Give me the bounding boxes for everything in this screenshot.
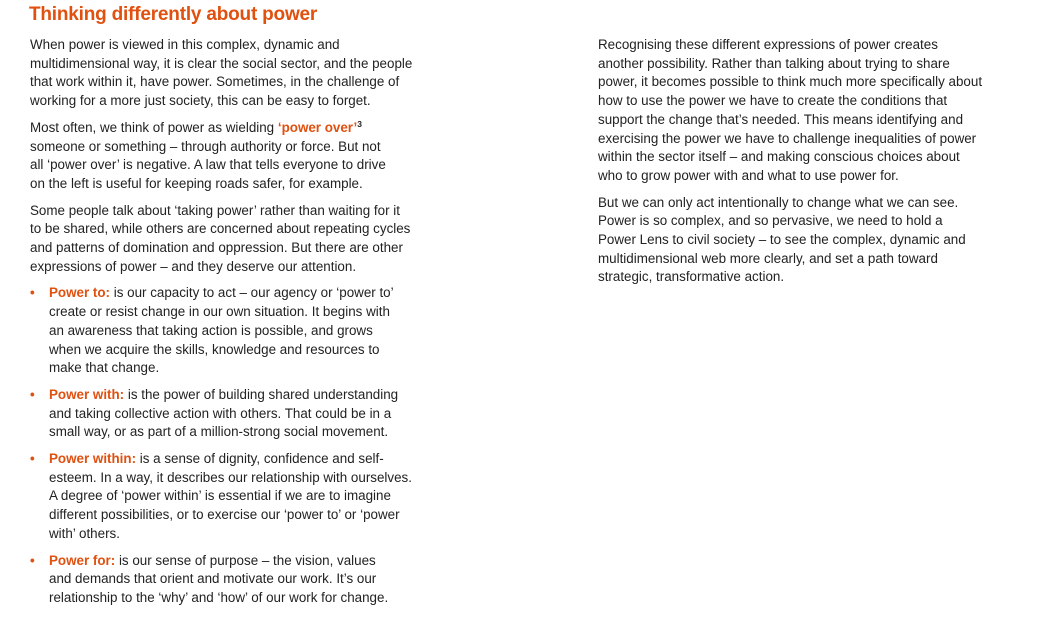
text-line: Power Lens to civil society – to see the complex, dynamic and	[598, 232, 966, 248]
text-line: expressions of power – and they deserve our attention.	[30, 258, 357, 274]
text-line	[49, 386, 450, 405]
left-column	[30, 36, 450, 616]
paragraph-recognising	[598, 36, 1023, 186]
text-line: relationship to the ‘why’ and ‘how’ of our work for change.	[49, 589, 389, 605]
paragraph-taking-power	[30, 202, 450, 277]
paragraph-power-lens	[598, 194, 1023, 288]
text-line: create or resist change in our own situation. It begins with	[49, 304, 390, 320]
bullet-icon: •	[30, 451, 35, 467]
term-power-for: Power for:	[49, 552, 116, 568]
bullet-icon: •	[30, 285, 35, 301]
text-line: multidimensional way, it is clear the social sector, and the people	[30, 55, 413, 71]
term-power-within: Power within:	[49, 451, 137, 467]
text-line: within the sector itself – and making conscious choices about	[598, 149, 960, 165]
text-line: all ‘power over’ is negative. A law that tells everyone to drive	[30, 157, 386, 173]
text-line: to be shared, while others are concerned about repeating cycles	[30, 221, 411, 237]
text-line: who to grow power with and what to use power for.	[598, 167, 899, 183]
text-line: make that change.	[49, 360, 160, 376]
text-fragment: is a sense of dignity, confidence and self-	[136, 451, 384, 467]
text-fragment: is the power of building shared understanding	[124, 386, 399, 402]
text-line: when we acquire the skills, knowledge and resources to	[49, 341, 380, 357]
term-power-with: Power with:	[49, 386, 125, 402]
bullet-icon: •	[30, 386, 35, 402]
list-item-power-to	[30, 284, 450, 378]
right-column	[598, 36, 1023, 295]
text-line: that work within it, have power. Sometimes, in the challenge of	[30, 74, 400, 90]
text-line: multidimensional web more clearly, and set a path toward	[598, 250, 938, 266]
text-line: exercising the power we have to challenge inequalities of power	[598, 130, 977, 146]
text-line	[30, 119, 450, 138]
text-line: and patterns of domination and oppression. But there are other	[30, 240, 403, 256]
term-power-to: Power to:	[49, 285, 111, 301]
footnote-marker[interactable]: 3	[357, 118, 362, 129]
text-line: small way, or as part of a million-strong social movement.	[49, 424, 389, 440]
text-line: someone or something – through authority or force. But not	[30, 138, 381, 154]
text-line: another possibility. Rather than talking about trying to share	[598, 55, 950, 71]
text-line	[49, 284, 450, 303]
text-line: with’ others.	[49, 525, 120, 541]
text-line: When power is viewed in this complex, dynamic and	[30, 37, 340, 52]
text-line	[49, 552, 450, 571]
text-line: Power is so complex, and so pervasive, we need to hold a	[598, 213, 943, 229]
text-line: how to use the power we have to create the conditions that	[598, 93, 948, 109]
text-line: and demands that orient and motivate our work. It’s our	[49, 571, 377, 587]
list-item-power-for	[30, 552, 450, 608]
text-line: working for a more just society, this can be easy to forget.	[30, 93, 371, 109]
highlight-power-over: ‘power over’	[277, 119, 358, 135]
text-line: on the left is useful for keeping roads safer, for example.	[30, 175, 363, 191]
text-line: power, it becomes possible to think much more specifically about	[598, 74, 983, 90]
text-line: Some people talk about ‘taking power’ rather than waiting for it	[30, 202, 400, 218]
power-types-list	[30, 284, 450, 607]
text-fragment: is our sense of purpose – the vision, values	[115, 552, 376, 568]
text-fragment: is our capacity to act – our agency or ‘power to’	[110, 285, 394, 301]
text-line: strategic, transformative action.	[598, 269, 785, 285]
text-line: esteem. In a way, it describes our relationship with ourselves.	[49, 469, 412, 485]
text-line	[49, 450, 450, 469]
text-line: support the change that’s needed. This means identifying and	[598, 111, 964, 127]
text-line: But we can only act intentionally to change what we can see.	[598, 194, 959, 210]
text-line: A degree of ‘power within’ is essential if we are to imagine	[49, 488, 391, 504]
paragraph-power-over	[30, 119, 450, 194]
page-title: Thinking differently about power	[29, 4, 318, 25]
list-item-power-with	[30, 386, 450, 442]
text-fragment: Most often, we think of power as wielding	[30, 119, 278, 135]
text-line: an awareness that taking action is possible, and grows	[49, 322, 373, 338]
bullet-icon: •	[30, 552, 35, 568]
text-line: and taking collective action with others. That could be in a	[49, 405, 392, 421]
text-line: Recognising these different expressions of power creates	[598, 37, 938, 52]
paragraph-intro	[30, 36, 450, 111]
list-item-power-within	[30, 450, 450, 544]
text-line: different possibilities, or to exercise our ‘power to’ or ‘power	[49, 507, 400, 523]
